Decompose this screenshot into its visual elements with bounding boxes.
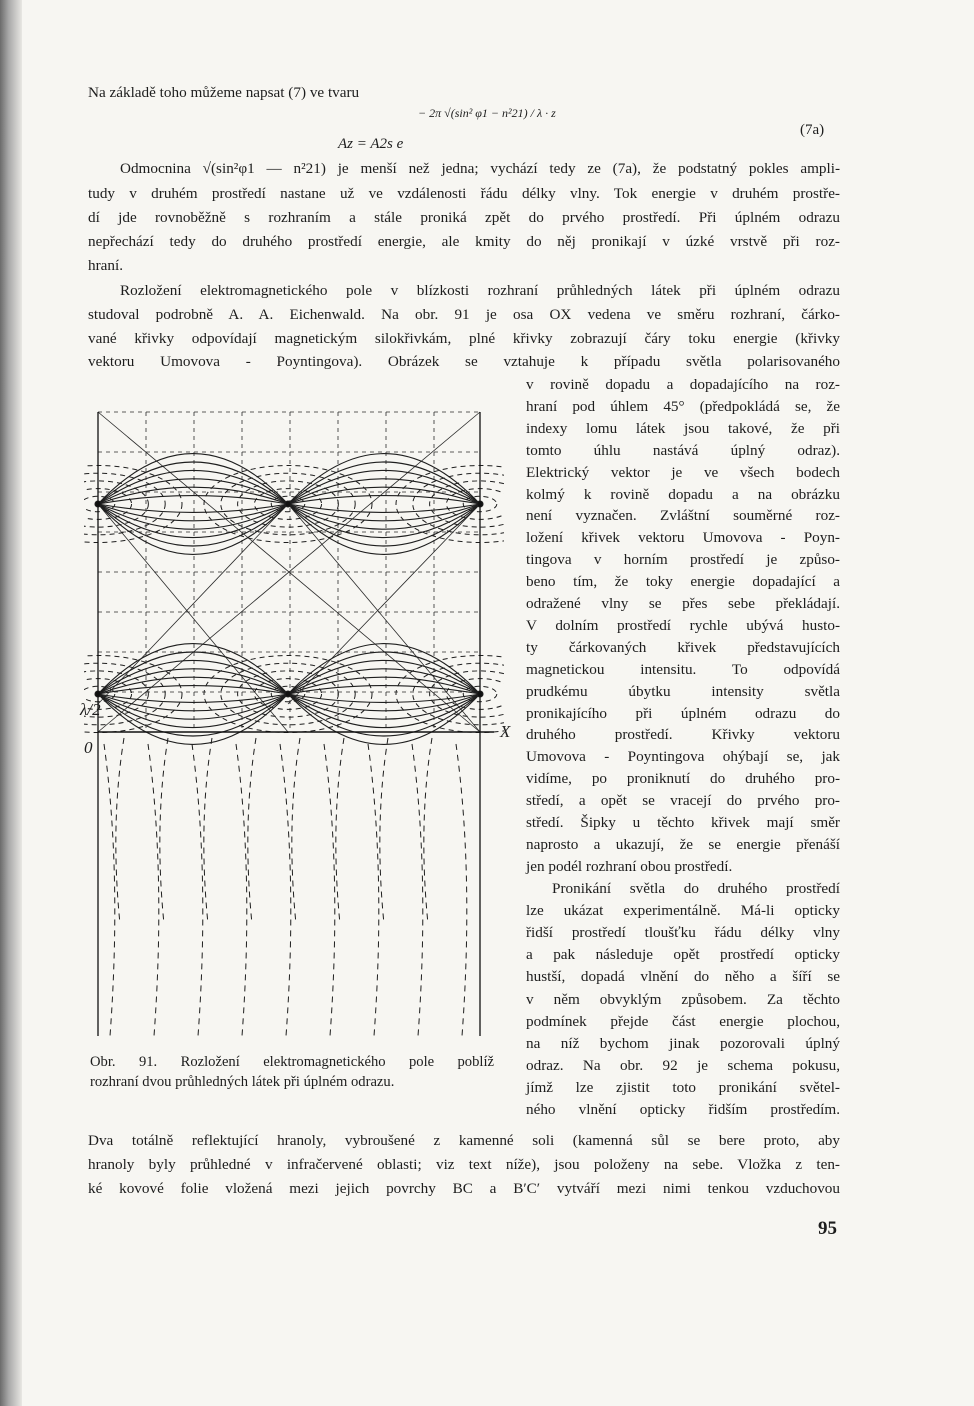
page-number: 95 (818, 1218, 837, 1239)
p3-line-2: hranoly byly průhledné v infračervené oblasti; viz text níže), jsou položeny na sebe. Vložka z ten- (88, 1156, 840, 1173)
p2-col-line: magnetickou intensitu. To odpovídá (526, 660, 840, 678)
decaying-field-curve (412, 744, 423, 1036)
decaying-field-curve (192, 744, 203, 1036)
field-node (285, 501, 291, 507)
decaying-field-curve (160, 738, 168, 924)
decaying-field-curve (204, 738, 212, 924)
decaying-field-curve (368, 744, 379, 1036)
p2-line-2: studoval podrobně A. A. Eichenwald. Na obr. 91 je osa OX vedena ve směru rozhraní, čárko- (88, 306, 840, 323)
equation-lhs: Az = A2s e (338, 136, 404, 152)
figure-caption-line-1: Obr. 91. Rozložení elektromagnetického pole poblíž (90, 1054, 494, 1070)
equation-number: (7a) (800, 122, 825, 138)
decaying-field-curve (424, 738, 432, 924)
p2-col-line: ty čárkovaných křivek představujících (526, 638, 840, 656)
p2-col-line: druhého prostředí. Křivky vektoru (526, 726, 840, 744)
energy-flow-curve (98, 686, 288, 694)
energy-flow-curve (98, 652, 288, 694)
energy-flow-curve (288, 694, 480, 702)
energy-flow-curve (98, 504, 288, 546)
decaying-field-curve (336, 738, 344, 924)
magnetic-field-curve (446, 489, 504, 520)
p3-col-line: lze ukázat experimentálně. Má-li opticky (526, 902, 840, 920)
p2-col-line: pronikajícího při úplném odrazu do (526, 704, 840, 722)
magnetic-field-curve (413, 473, 504, 535)
energy-flow-curve (98, 462, 288, 504)
equation-exponent: − 2π √(sin² φ1 − n²21) / λ · z (418, 106, 556, 120)
p2-col-line: není vyznačen. Zvláštní souměrné roz- (526, 507, 840, 525)
energy-flow-curve (98, 504, 288, 512)
p1-line-1: Odmocnina √(sin²φ1 — n²21) je menší než jedna; vychází tedy ze (7a), že podstatný pokles ampli- (120, 160, 840, 177)
p1-line-4: nepřechází tedy do druhého prostředí energie, ale kmity do něj pronikají v úzké vrstvě při roz- (88, 233, 840, 250)
p1-line-3: dí jde rovnoběžně s rozhraním a stále proniká zpět do prvého prostředí. Při úplném odrazu (88, 209, 840, 226)
energy-flow-curve (288, 686, 480, 694)
origin-label: 0 (84, 738, 93, 757)
p2-col-line: odražené vlny se přes sebe překládají. (526, 595, 840, 612)
decaying-field-curve (248, 738, 256, 924)
p3-col-line: hustší, dopadá vlnění do něho a šíří se (526, 968, 840, 986)
p2-line-1: Rozložení elektromagnetického pole v blízkosti rozhraní průhledných látek při úplném odrazu (120, 282, 840, 299)
lambda-half-label: λ/2 (80, 700, 101, 719)
p2-col-line: beno tím, že toky energie dopadající a (526, 573, 840, 591)
decaying-field-curve (380, 738, 388, 924)
p3-col-line: řidší prostředí tloušťku řádu délky vlny (526, 924, 840, 942)
p2-col-line: prudkému úbytku intensity světla (526, 682, 840, 700)
p2-col-line: vidíme, po proniknutí do druhého pro- (526, 770, 840, 788)
p2-col-line: jen podél rozhraní obou prostředí. (526, 857, 733, 875)
decaying-field-curve (292, 738, 300, 924)
p2-col-line: středí, a opět se vracejí do prvého pro- (526, 792, 840, 810)
energy-flow-curve (98, 496, 288, 504)
p3-line-3: ké kovové folie vložená mezi jejich povrchy BC a B′C′ vytváří mezi nimi tenkou vzduchovou (88, 1180, 840, 1197)
p2-col-line: tingova v horním prostředí je způso- (526, 551, 840, 569)
p1-line-2: tudy v druhém prostředí nastane už ve vzdálenosti řádu délky vlny. Tok energie v druhém prostře- (88, 185, 840, 202)
p3-col-line: a pak následuje opět prostředí opticky (526, 946, 840, 964)
magnetic-field-curve (446, 679, 504, 710)
x-axis-label: X (500, 722, 511, 741)
p2-col-line: naprosto a ukazují, že se energie přenáší (526, 835, 840, 853)
figure-91-field-lines (84, 404, 504, 1036)
field-node (285, 691, 291, 697)
energy-flow-curve (98, 694, 288, 702)
p3-col-line: podmínek přejde část energie plochou, (526, 1012, 840, 1030)
p2-col-line: ložení křivek vektoru Umovova - Poyn- (526, 529, 840, 547)
p2-col-line: indexy lomu látek jsou takové, že při (526, 419, 840, 437)
p2-line-3: vané křivky odpovídají magnetickým silokřivkám, plné křivky zobrazují čáry toku energie (křivky (88, 330, 840, 347)
decaying-field-curve (236, 744, 247, 1036)
decaying-field-curve (324, 744, 335, 1036)
decaying-field-curve (280, 744, 291, 1036)
p3-col-line: jímž lze zjistit toto pronikání světel- (526, 1078, 840, 1096)
p3-col-line: ného vlnění opticky řidším prostředím. (526, 1101, 840, 1118)
p3-col-line: na níž bychom jinak pozorovali úplný (526, 1034, 840, 1052)
p2-col-line: V dolním prostředí rychle ubývá husto- (526, 616, 840, 634)
p3-col-line: v něm obvyklým způsobem. Za těchto (526, 990, 840, 1008)
p2-col-line: v rovině dopadu a dopadajícího na roz- (526, 376, 840, 393)
p2-col-line: hraní pod úhlem 45° (předpokládá se, že (526, 397, 840, 415)
page-edge-shadow (0, 0, 22, 1406)
p3-line-1: Dva totálně reflektující hranoly, vybroušené z kamenné soli (kamenná sůl se bere proto, aby (88, 1132, 840, 1149)
p2-col-line: tomto úhlu nastává úplný odraz). (526, 441, 840, 459)
p2-col-line: Umovova - Poyntingova ohýbají se, jak (526, 748, 840, 766)
energy-flow-curve (288, 496, 480, 504)
magnetic-field-curve (84, 489, 132, 520)
decaying-field-curve (456, 744, 467, 1036)
figure-caption-line-2: rozhraní dvou průhledných látek při úplném odrazu. (90, 1074, 395, 1090)
decaying-field-curve (116, 738, 124, 924)
diagonal-line (98, 504, 288, 704)
decaying-field-curve (148, 744, 159, 1036)
energy-flow-curve (98, 694, 288, 736)
p3-col-line: odraz. Na obr. 92 je schema pokusu, (526, 1056, 840, 1074)
p1-line-5: hraní. (88, 257, 124, 274)
p2-col-line: kolmý k rovině dopadu a na obrázku (526, 485, 840, 503)
p2-col-line: středí. Šipky u těchto křivek mají směr (526, 814, 840, 831)
p2-col-line: Elektrický vektor je ve všech bodech (526, 463, 840, 481)
intro-line: Na základě toho můžeme napsat (7) ve tvaru (88, 84, 360, 101)
magnetic-field-curve (84, 481, 148, 527)
p3-col-line: Pronikání světla do druhého prostředí (552, 880, 840, 897)
p2-line-4: vektoru Umovova - Poyntingova). Obrázek se vztahuje k případu světla polarisovaného (88, 353, 840, 370)
magnetic-field-curve (413, 663, 504, 725)
diagonal-line (288, 504, 480, 704)
energy-flow-curve (288, 504, 480, 512)
decaying-field-curve (104, 744, 115, 1036)
